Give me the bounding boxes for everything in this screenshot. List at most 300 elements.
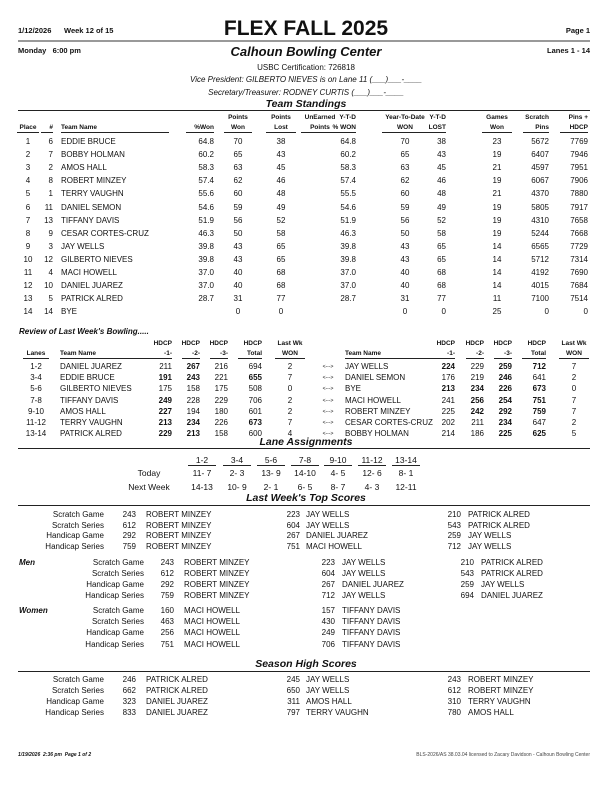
score-category: Handicap Game bbox=[86, 628, 144, 638]
ytd-lost: 65 bbox=[437, 254, 446, 264]
review-right-score: 0 bbox=[571, 384, 577, 394]
ytd-won: 70 bbox=[400, 137, 410, 146]
pins-hdcp: 7684 bbox=[570, 281, 588, 291]
team-name: TIFFANY DAVIS bbox=[61, 215, 120, 225]
bowler-name: ROBERT MINZEY bbox=[184, 591, 250, 601]
ytd-won: 62 bbox=[400, 176, 410, 186]
team-number: 2 bbox=[48, 163, 53, 173]
review-left-score: 180 bbox=[214, 406, 228, 416]
review-right-score: 2 bbox=[571, 373, 577, 383]
review-left-team: AMOS HALL bbox=[60, 406, 106, 416]
review-right-header-3: -3- bbox=[494, 349, 512, 359]
review-left-score: 4 bbox=[287, 429, 293, 439]
ytd-lost: 52 bbox=[437, 215, 446, 225]
points-won: 60 bbox=[233, 189, 243, 199]
points-won: 0 bbox=[235, 307, 241, 317]
lane-assignment: 2- 1 bbox=[263, 481, 279, 492]
pct-won: 39.8 bbox=[198, 241, 214, 251]
footer-printed: 1/19/2026 2:36 pm Page 1 of 2 bbox=[18, 752, 92, 758]
review-right-score: 7 bbox=[571, 406, 577, 416]
versus-arrow-icon: <---> bbox=[322, 375, 334, 382]
bowler-name: MACI HOWELL bbox=[184, 606, 241, 615]
header-team-name: Team Name bbox=[61, 123, 169, 133]
team-name: MACI HOWELL bbox=[61, 268, 118, 277]
place: 2 bbox=[25, 150, 31, 160]
pct-won: 37.0 bbox=[198, 268, 214, 277]
ytd-lost: 68 bbox=[437, 268, 446, 277]
score-category: Scratch Game bbox=[92, 606, 144, 615]
bowler-name: PATRICK ALRED bbox=[468, 520, 530, 530]
bowler-name: MACI HOWELL bbox=[184, 617, 241, 627]
points-lost: 77 bbox=[276, 294, 286, 304]
review-left-score: 2 bbox=[287, 362, 293, 371]
bowler-name: JAY WELLS bbox=[342, 558, 386, 567]
points-lost: 68 bbox=[276, 281, 286, 291]
team-number: 7 bbox=[48, 150, 53, 160]
pct-won: 64.8 bbox=[198, 137, 214, 146]
header-scratch-pins-top: Scratch bbox=[525, 114, 549, 121]
lane-pair-header: 1-2 bbox=[188, 455, 216, 466]
games-won: 14 bbox=[492, 268, 502, 277]
score-value: 797 bbox=[286, 708, 300, 717]
bowler-name: TIFFANY DAVIS bbox=[342, 617, 401, 627]
header-ytd-pct-won: % WON bbox=[326, 123, 356, 133]
review-right-header-1: -1- bbox=[437, 349, 455, 359]
review-right-score: 7 bbox=[571, 362, 577, 371]
points-won: 43 bbox=[233, 254, 243, 264]
team-name: JAY WELLS bbox=[61, 241, 105, 251]
score-value: 157 bbox=[321, 606, 335, 615]
pins-hdcp: 7658 bbox=[570, 215, 588, 225]
review-right-team: DANIEL SEMON bbox=[345, 373, 406, 383]
score-category: Scratch Game bbox=[52, 510, 104, 519]
score-value: 430 bbox=[321, 617, 335, 627]
lane-pair-header: 3-4 bbox=[223, 455, 251, 466]
scratch-pins: 6407 bbox=[531, 150, 549, 160]
review-right-score: 242 bbox=[470, 406, 484, 416]
score-value: 243 bbox=[122, 510, 136, 519]
team-number: 10 bbox=[44, 281, 53, 291]
lanes-range: Lanes 1 - 14 bbox=[547, 46, 590, 55]
review-lanes: 5-6 bbox=[30, 384, 42, 394]
lane-pair-header: 7-8 bbox=[291, 455, 319, 466]
place: 13 bbox=[23, 294, 33, 304]
bowling-center: Calhoun Bowling Center bbox=[230, 44, 382, 59]
pins-hdcp: 7729 bbox=[570, 241, 588, 251]
points-lost: 58 bbox=[276, 228, 286, 238]
header-team-number: # bbox=[41, 123, 53, 133]
score-value: 223 bbox=[321, 558, 335, 567]
pins-hdcp: 0 bbox=[583, 307, 588, 317]
versus-arrow-icon: <---> bbox=[322, 397, 334, 404]
points-lost: 0 bbox=[278, 307, 284, 317]
ytd-pct-won: 39.8 bbox=[340, 241, 356, 251]
lane-assignments-rule bbox=[18, 448, 590, 449]
bowler-name: PATRICK ALRED bbox=[468, 510, 530, 519]
ytd-pct-won: 37.0 bbox=[340, 268, 356, 277]
points-lost: 38 bbox=[276, 137, 286, 146]
review-right-score: 256 bbox=[470, 395, 484, 405]
score-value: 543 bbox=[447, 520, 461, 530]
points-lost: 43 bbox=[276, 150, 286, 160]
lane-assignment: 11- 7 bbox=[192, 468, 212, 478]
review-lanes: 3-4 bbox=[30, 373, 42, 383]
review-right-header-2-top: HDCP bbox=[465, 340, 484, 347]
review-left-score: 191 bbox=[158, 373, 172, 383]
header-ytd-won: WON bbox=[382, 123, 428, 133]
review-left-score: 673 bbox=[248, 418, 262, 427]
review-right-score: 2 bbox=[571, 418, 577, 427]
score-category: Handicap Series bbox=[45, 708, 104, 717]
bowler-name: TIFFANY DAVIS bbox=[342, 606, 401, 615]
score-category: Handicap Game bbox=[46, 531, 104, 541]
bowler-name: PATRICK ALRED bbox=[481, 558, 543, 567]
bowler-name: ROBERT MINZEY bbox=[184, 580, 250, 590]
score-value: 246 bbox=[122, 675, 136, 684]
place: 5 bbox=[25, 189, 31, 199]
ytd-pct-won: 28.7 bbox=[340, 294, 356, 304]
points-won: 40 bbox=[233, 268, 243, 277]
points-lost: 46 bbox=[276, 176, 286, 186]
bowler-name: ROBERT MINZEY bbox=[184, 558, 250, 567]
ytd-won: 43 bbox=[400, 241, 410, 251]
scratch-pins: 5672 bbox=[531, 137, 549, 146]
score-value: 463 bbox=[160, 617, 174, 627]
bowler-name: DANIEL JUAREZ bbox=[306, 531, 368, 541]
bowler-name: MACI HOWELL bbox=[184, 639, 241, 649]
scratch-pins: 7100 bbox=[531, 294, 549, 304]
lane-assignment: 14-10 bbox=[294, 468, 316, 478]
pins-hdcp: 7769 bbox=[570, 137, 588, 146]
review-left-score: 694 bbox=[248, 362, 262, 371]
bowler-name: MACI HOWELL bbox=[306, 542, 363, 552]
ytd-lost: 49 bbox=[437, 202, 446, 212]
games-won: 11 bbox=[492, 294, 502, 304]
men-label: Men bbox=[19, 558, 35, 567]
review-left-header-0: Lanes bbox=[23, 349, 49, 359]
pct-won: 39.8 bbox=[198, 254, 214, 264]
ytd-pct-won: 39.8 bbox=[340, 254, 356, 264]
lane-assignment: 10- 9 bbox=[227, 481, 247, 492]
lane-assignment: 8- 7 bbox=[330, 481, 346, 492]
score-category: Scratch Series bbox=[91, 569, 144, 579]
review-left-header-4: -3- bbox=[210, 349, 228, 359]
review-right-score: 259 bbox=[498, 362, 512, 371]
review-left-score: 221 bbox=[214, 373, 228, 383]
points-lost: 52 bbox=[276, 215, 286, 225]
pins-hdcp: 7690 bbox=[570, 268, 588, 277]
bowler-name: JAY WELLS bbox=[342, 569, 386, 579]
review-right-score: 625 bbox=[532, 429, 546, 439]
review-left-score: 194 bbox=[186, 406, 200, 416]
pct-won: 28.7 bbox=[198, 294, 214, 304]
review-left-score: 175 bbox=[158, 384, 172, 394]
review-left-team: PATRICK ALRED bbox=[60, 429, 122, 439]
pins-hdcp: 7946 bbox=[570, 150, 588, 160]
secretary-treasurer: Secretary/Treasurer: RODNEY CURTIS (___)___-____ bbox=[208, 88, 404, 97]
points-won: 59 bbox=[233, 202, 243, 212]
score-value: 160 bbox=[160, 606, 174, 615]
scratch-pins: 5805 bbox=[531, 202, 549, 212]
review-right-score: 751 bbox=[532, 395, 546, 405]
review-right-score: 292 bbox=[498, 406, 512, 416]
review-right-header-4-top: HDCP bbox=[527, 340, 546, 347]
place: 4 bbox=[25, 176, 31, 186]
team-number: 8 bbox=[48, 176, 53, 186]
points-won: 70 bbox=[233, 137, 243, 146]
score-value: 612 bbox=[160, 569, 174, 579]
team-number: 1 bbox=[48, 189, 53, 199]
review-left-score: 226 bbox=[214, 418, 228, 427]
ytd-won: 56 bbox=[400, 215, 410, 225]
team-name: BYE bbox=[61, 307, 78, 317]
bowler-name: DANIEL JUAREZ bbox=[481, 591, 543, 601]
versus-arrow-icon: <---> bbox=[322, 420, 334, 426]
review-right-score: 759 bbox=[532, 406, 546, 416]
review-left-team: GILBERTO NIEVES bbox=[60, 384, 132, 394]
scratch-pins: 4192 bbox=[531, 268, 549, 277]
review-right-score: 673 bbox=[532, 384, 546, 394]
score-value: 706 bbox=[321, 639, 335, 649]
place: 12 bbox=[23, 281, 33, 291]
bowler-name: DANIEL JUAREZ bbox=[342, 580, 404, 590]
ytd-won: 50 bbox=[400, 228, 410, 238]
score-value: 310 bbox=[447, 697, 461, 706]
review-left-team: DANIEL JUAREZ bbox=[60, 362, 122, 371]
review-left-header-2: -1- bbox=[154, 349, 172, 359]
pct-won: 37.0 bbox=[198, 281, 214, 291]
bowler-name: ROBERT MINZEY bbox=[468, 686, 534, 695]
review-left-header-3: -2- bbox=[182, 349, 200, 359]
lane-assignment: 13- 9 bbox=[261, 468, 281, 478]
ytd-lost: 43 bbox=[437, 150, 446, 160]
review-left-score: 211 bbox=[159, 362, 172, 371]
team-name: AMOS HALL bbox=[61, 163, 107, 173]
scratch-pins: 4015 bbox=[531, 281, 549, 291]
bowler-name: ROBERT MINZEY bbox=[468, 675, 534, 684]
score-value: 210 bbox=[460, 558, 474, 567]
score-value: 712 bbox=[321, 591, 335, 601]
lane-pair-header: 13-14 bbox=[392, 455, 420, 466]
score-value: 759 bbox=[160, 591, 174, 601]
score-value: 243 bbox=[160, 558, 174, 567]
ytd-lost: 65 bbox=[437, 241, 446, 251]
score-value: 751 bbox=[160, 639, 174, 649]
review-right-score: 225 bbox=[441, 406, 455, 416]
pct-won: 55.6 bbox=[198, 189, 214, 199]
score-value: 259 bbox=[460, 580, 474, 590]
team-name: EDDIE BRUCE bbox=[61, 137, 116, 146]
team-name: BOBBY HOLMAN bbox=[61, 150, 125, 160]
review-left-header-2-top: HDCP bbox=[153, 340, 172, 347]
ytd-lost: 77 bbox=[437, 294, 446, 304]
score-value: 604 bbox=[321, 569, 335, 579]
review-left-team: EDDIE BRUCE bbox=[60, 373, 115, 383]
versus-arrow-icon: <---> bbox=[322, 364, 334, 370]
usbc-certification: USBC Certification: 726818 bbox=[257, 63, 355, 72]
bowler-name: JAY WELLS bbox=[306, 675, 350, 684]
points-won: 43 bbox=[233, 241, 243, 251]
ytd-won: 0 bbox=[402, 307, 408, 317]
header-pins-hdcp: HDCP bbox=[560, 123, 588, 133]
bowler-name: AMOS HALL bbox=[468, 708, 514, 717]
ytd-won: 63 bbox=[400, 163, 410, 173]
ytd-lost: 68 bbox=[437, 281, 446, 291]
review-left-score: 213 bbox=[186, 429, 200, 439]
bowler-name: PATRICK ALRED bbox=[146, 675, 208, 684]
score-category: Handicap Series bbox=[85, 639, 144, 649]
lane-assignment: 12-11 bbox=[395, 481, 417, 492]
page-number: Page 1 bbox=[565, 26, 590, 35]
scratch-pins: 0 bbox=[544, 307, 549, 317]
review-right-score: 213 bbox=[441, 384, 455, 394]
bowler-name: TERRY VAUGHN bbox=[468, 697, 531, 706]
review-lanes: 9-10 bbox=[27, 406, 44, 416]
review-right-score: 7 bbox=[571, 395, 577, 405]
league-date: 1/12/2026 bbox=[18, 26, 52, 35]
review-right-score: 214 bbox=[441, 429, 455, 439]
review-left-score: 229 bbox=[214, 395, 228, 405]
pct-won: 57.4 bbox=[198, 176, 214, 186]
team-number: 9 bbox=[48, 228, 53, 238]
review-right-score: 219 bbox=[470, 373, 484, 383]
games-won: 14 bbox=[492, 254, 502, 264]
pins-hdcp: 7906 bbox=[570, 176, 588, 186]
bowler-name: ROBERT MINZEY bbox=[146, 542, 212, 552]
review-right-header-5-top: Last Wk bbox=[561, 340, 587, 347]
review-right-score: 211 bbox=[471, 418, 484, 427]
review-title: Review of Last Week's Bowling..... bbox=[19, 327, 149, 336]
team-name: PATRICK ALRED bbox=[61, 294, 123, 304]
review-left-score: 600 bbox=[248, 429, 262, 439]
review-left-score: 7 bbox=[287, 373, 293, 383]
pins-hdcp: 7514 bbox=[570, 294, 588, 304]
ytd-pct-won: 51.9 bbox=[340, 215, 356, 225]
ytd-lost: 58 bbox=[437, 228, 446, 238]
score-value: 543 bbox=[460, 569, 474, 579]
review-left-score: 227 bbox=[158, 406, 172, 416]
score-value: 267 bbox=[321, 580, 335, 590]
bowler-name: ROBERT MINZEY bbox=[184, 569, 250, 579]
ytd-won: 65 bbox=[400, 150, 410, 160]
lane-assignment: 2- 3 bbox=[229, 468, 245, 478]
header-unearned-points-top: UnEarned bbox=[304, 114, 336, 121]
score-category: Scratch Game bbox=[52, 675, 104, 684]
games-won: 19 bbox=[492, 228, 502, 238]
review-right-score: 647 bbox=[532, 418, 546, 427]
lane-assignments-title: Lane Assignments bbox=[259, 436, 353, 448]
review-left-score: 2 bbox=[287, 395, 293, 405]
week-label: Week 12 of 15 bbox=[64, 26, 114, 35]
bowler-name: AMOS HALL bbox=[306, 697, 352, 706]
review-right-score: 229 bbox=[470, 362, 484, 371]
pins-hdcp: 7668 bbox=[570, 228, 588, 238]
games-won: 19 bbox=[492, 215, 502, 225]
team-name: ROBERT MINZEY bbox=[61, 176, 127, 186]
bowler-name: DANIEL JUAREZ bbox=[146, 708, 208, 717]
score-value: 267 bbox=[286, 531, 300, 541]
bowler-name: ROBERT MINZEY bbox=[146, 531, 212, 541]
review-lanes: 13-14 bbox=[25, 429, 47, 439]
review-left-team: TIFFANY DAVIS bbox=[60, 395, 119, 405]
pins-hdcp: 7917 bbox=[570, 202, 588, 212]
bowler-name: JAY WELLS bbox=[481, 580, 525, 590]
place: 10 bbox=[23, 254, 33, 264]
score-value: 243 bbox=[447, 675, 461, 684]
review-right-score: 712 bbox=[532, 362, 546, 371]
review-left-score: 175 bbox=[214, 384, 228, 394]
pct-won: 54.6 bbox=[198, 202, 214, 212]
review-left-score: 243 bbox=[186, 373, 200, 383]
ytd-won: 43 bbox=[400, 254, 410, 264]
place: 11 bbox=[23, 268, 33, 277]
scratch-pins: 4370 bbox=[531, 189, 549, 199]
points-won: 56 bbox=[233, 215, 243, 225]
score-category: Scratch Game bbox=[92, 558, 144, 567]
pct-won: 51.9 bbox=[198, 215, 214, 225]
score-category: Handicap Game bbox=[46, 697, 104, 706]
header-points-lost: Lost bbox=[266, 123, 296, 133]
games-won: 19 bbox=[492, 176, 502, 186]
score-category: Handicap Game bbox=[86, 580, 144, 590]
pct-won: 46.3 bbox=[198, 228, 214, 238]
review-left-header-5: Total bbox=[238, 349, 262, 359]
review-left-score: 267 bbox=[186, 362, 200, 371]
ytd-pct-won: 54.6 bbox=[340, 202, 356, 212]
bowler-name: JAY WELLS bbox=[468, 542, 512, 552]
review-right-header-4: Total bbox=[522, 349, 546, 359]
score-value: 210 bbox=[447, 510, 461, 519]
team-number: 11 bbox=[44, 202, 53, 212]
points-won: 62 bbox=[233, 176, 243, 186]
review-right-score: 226 bbox=[498, 384, 512, 394]
ytd-lost: 48 bbox=[437, 189, 446, 199]
place: 1 bbox=[25, 137, 31, 146]
review-left-score: 234 bbox=[186, 418, 200, 427]
ytd-lost: 45 bbox=[437, 163, 446, 173]
header-ytd-lost-top: Y-T-D bbox=[429, 114, 446, 121]
review-right-score: 202 bbox=[441, 418, 455, 427]
score-value: 223 bbox=[286, 510, 300, 519]
lane-assignment: 6- 5 bbox=[297, 481, 313, 492]
review-left-score: 2 bbox=[287, 406, 293, 416]
team-name: TERRY VAUGHN bbox=[61, 189, 124, 199]
header-place: Place bbox=[17, 123, 39, 133]
review-right-score: 246 bbox=[498, 373, 512, 383]
review-left-header-3-top: HDCP bbox=[181, 340, 200, 347]
ytd-pct-won: 64.8 bbox=[340, 137, 356, 146]
bowler-name: TIFFANY DAVIS bbox=[342, 639, 401, 649]
score-value: 662 bbox=[122, 686, 136, 695]
lane-assignment: 8- 1 bbox=[398, 468, 414, 478]
review-left-score: 213 bbox=[158, 418, 172, 427]
score-value: 650 bbox=[286, 686, 300, 695]
score-value: 833 bbox=[122, 708, 136, 717]
ytd-pct-won: 57.4 bbox=[340, 176, 356, 186]
scratch-pins: 6565 bbox=[531, 241, 549, 251]
games-won: 14 bbox=[492, 241, 502, 251]
header-ytd-won-top: Year-To-Date bbox=[385, 114, 425, 121]
header-ytd-lost: LOST bbox=[416, 123, 446, 133]
lane-pair-header: 9-10 bbox=[324, 455, 352, 466]
header-pins-hdcp-top: Pins + bbox=[568, 114, 588, 121]
header-rule bbox=[18, 40, 590, 42]
review-left-score: 508 bbox=[248, 384, 262, 394]
bowler-name: JAY WELLS bbox=[342, 591, 386, 601]
team-name: DANIEL JUAREZ bbox=[61, 281, 123, 291]
header-games-won: Won bbox=[482, 123, 512, 133]
versus-arrow-icon: <---> bbox=[322, 408, 334, 415]
